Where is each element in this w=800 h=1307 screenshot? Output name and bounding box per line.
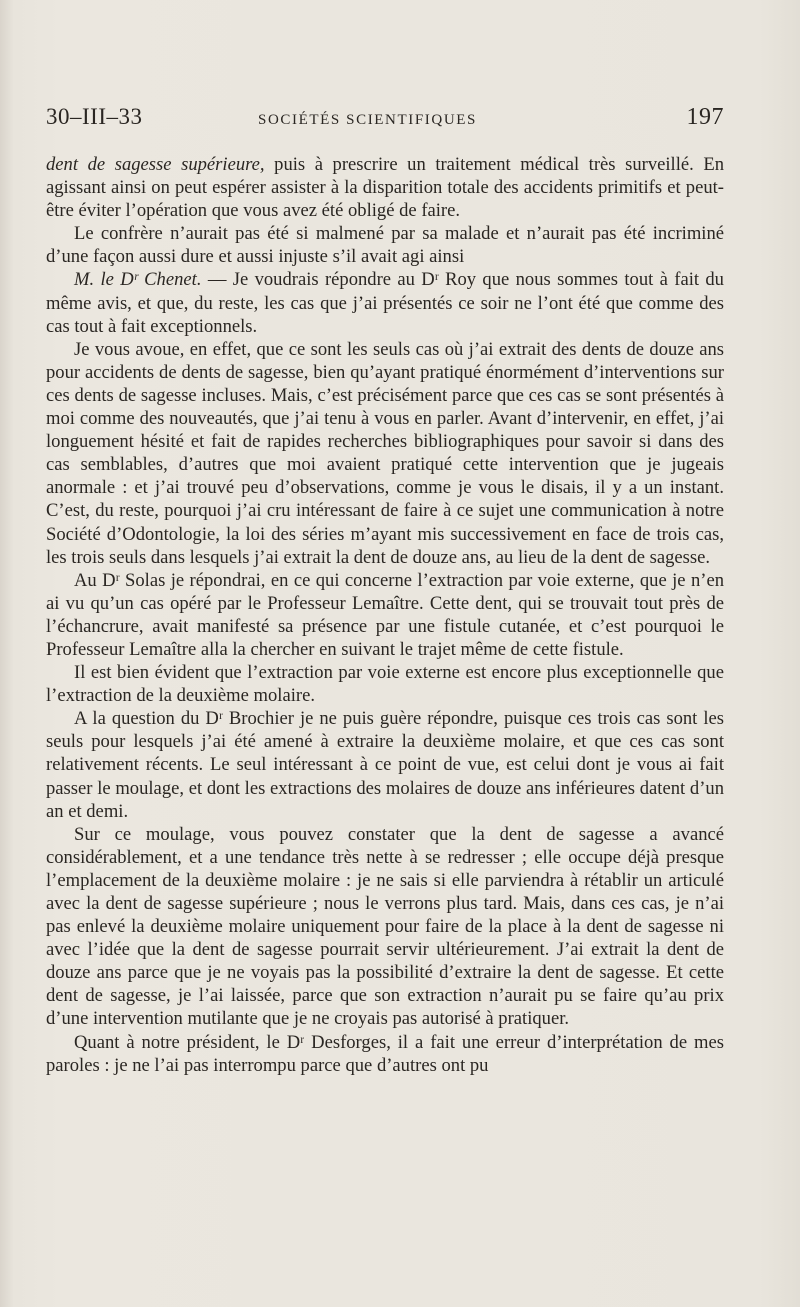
paragraph-text: Quant à notre président, le Dʳ Desforges, il a fait une erreur d’interprétation de mes paroles : je ne l’ai pas interrompu parce que d’autres ont pu [46,1031,724,1076]
speaker-name: M. le Dʳ Chenet. [74,269,202,291]
paragraph-italic-lead: dent de sagesse supérieure, [46,154,265,175]
paragraph [46,707,724,822]
paragraph [46,569,724,661]
paragraph-text: Au Dʳ Solas je répondrai, en ce qui concerne l’extraction par voie externe, que je n’en ai vu qu’un cas opéré par le Professeur Lemaître. Cette dent, qui se trouvait tout près de l’échancrure, avait manifesté sa présence par une fistule cutanée, et c’est pourquoi le Professeur Lemaître alla la chercher en suivant le trajet même de cette fistule. [46,569,724,660]
paragraph [46,268,724,337]
page-number: 197 [686,104,724,130]
paragraph [46,338,724,569]
paragraph-text: A la question du Dʳ Brochier je ne puis guère répondre, puisque ces trois cas sont les seuls pour lesquels j’ai été amené à extraire la deuxième molaire, et que ces cas sont relativement récents. Le seul intéressant à ce point de vue, est celui dont je vous ai fait passer le moulage, et dont les extractions des molaires de douze ans inférieures datent d’un an et demi. [46,708,724,822]
paragraph [46,222,724,268]
paragraph [46,661,724,707]
header-date: 30–III–33 [46,104,143,129]
paragraph-text: Sur ce moulage, vous pouvez constater que la dent de sagesse a avancé considérablement, et a une tendance très nette à se redresser ; elle occupe déjà presque l’emplacement de la deuxième molaire : je ne sais si elle parviendra à rétablir un articulé avec la dent de sagesse supérieure ; nous le verrons plus tard. Mais, dans ces cas, je n’ai pas enlevé la deuxième molaire uniquement pour faire de la place à la dent de sagesse ni avec l’idée que la dent de sagesse pourrait servir ultérieurement. J’ai extrait la dent de douze ans parce que je ne voyais pas la possibilité d’extraire la dent de sagesse. Et cette dent de sagesse, je l’ai laissée, parce que son extraction n’aurait pu se faire qu’au prix d’une intervention mutilante que je ne croyais pas autorisé à pratiquer. [46,823,724,1030]
paragraph-text: Le confrère n’aurait pas été si malmené par sa malade et n’aurait pas été incriminé d’une façon aussi dure et aussi injuste s’il avait agi ainsi [46,223,724,268]
paragraph-text: Je vous avoue, en effet, que ce sont les seuls cas où j’ai extrait des dents de douze ans pour accidents de dents de sagesse, bien qu’ayant pratiqué énormément d’interventions sur ces dents de sagesse incluses. Mais, c’est précisément parce que ces cas se sont présentés à moi comme des nouveautés, que j’ai tenu à vous en parler. Avant d’intervenir, en effet, j’ai longuement hésité et fait de rapides recherches bibliographiques pour savoir si dans des cas semblables, d’autres que moi avaient pratiqué cette intervention que je jugeais anormale : et j’ai trouvé peu d’observations, comme je vous le disais, il y a un instant. C’est, du reste, pourquoi j’ai cru intéressant de faire à ce sujet une communication à notre Société d’Odontologie, la loi des séries m’ayant mis successivement en face de trois cas, les trois seuls dans lesquels j’ai extrait la dent de douze ans, au lieu de la dent de sagesse. [46,338,724,568]
paragraph-text: puis à prescrire un traitement médical très surveillé. En agissant ainsi on peut espérer assister à la disparition totale des accidents primitifs et peut-être éviter l’opération que vous avez été obligé de faire. [46,154,725,222]
running-header [46,104,724,136]
header-title: SOCIÉTÉS SCIENTIFIQUES [258,112,477,128]
paragraph-text: Il est bien évident que l’extraction par voie externe est encore plus exceptionnelle que l’extraction de la deuxième molaire. [46,662,724,707]
paragraph [46,1031,724,1077]
body-text [46,153,724,1077]
paragraph [46,823,724,1031]
paragraph [46,153,724,222]
paragraph-text: — Je voudrais répondre au Dʳ Roy que nous sommes tout à fait du même avis, et que, du reste, les cas que j’ai présentés ce soir ne l’ont été que comme des cas tout à fait exceptionnels. [46,269,724,337]
